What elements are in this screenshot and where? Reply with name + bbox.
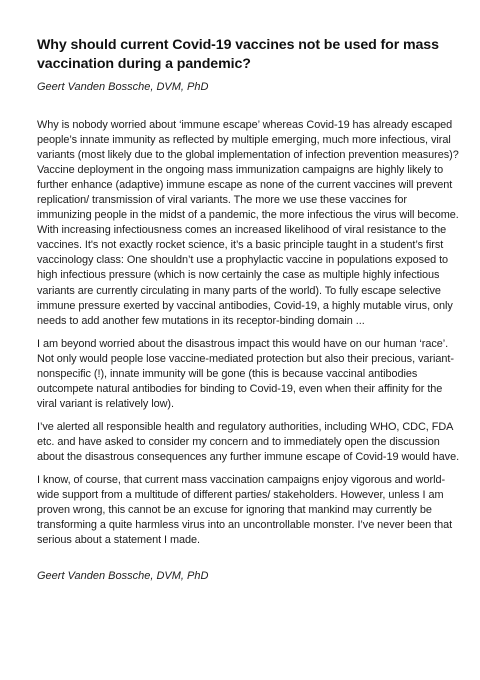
author-signature-bottom: Geert Vanden Bossche, DVM, PhD: [37, 570, 209, 582]
paragraph-immune-escape: Why is nobody worried about ‘immune escape’ whereas Covid-19 has already escaped people’s innate immunity as reflected by multiple emerging, much more infectious, viral variants (most likely due to the global implementation of infection prevention measures)? Vaccine deployment in the ongoing mass immunization campaigns are highly likely to further enhance (adaptive) immune escape as none of the current vaccines will prevent replication/ transmission of viral variants. The more we use these vaccines for immunizing people in the midst of a pandemic, the more infectious the virus will become. With increasing infectiousness comes an increased likelihood of viral resistance to the vaccines. It's not exactly rocket science, it’s a basic principle taught in a student’s first vaccinology class: One shouldn’t use a prophylactic vaccine in populations exposed to high infectious pressure (which is now certainly the case as multiple highly infectious variants are currently circulating in many parts of the world). To fully escape selective immune pressure exerted by vaccinal antibodies, Covid-19, a highly mutable virus, only needs to add another few mutations in its receptor-binding domain ...: [37, 119, 459, 327]
paragraph-human-race-impact: I am beyond worried about the disastrous impact this would have on our human ‘race’. Not only would people lose vaccine-mediated protection but also their precious, variant-nonspecific (!), innate immunity will be gone (this is because vaccinal antibodies outcompete natural antibodies for binding to Covid-19, even when their affinity for the viral variant is relatively low).: [37, 337, 454, 410]
paragraph-authorities-alerted: I’ve alerted all responsible health and regulatory authorities, including WHO, CDC, FDA etc. and have asked to consider my concern and to immediately open the discussion about the disastrous consequences any further immune escape of Covid-19 would have.: [37, 420, 460, 463]
document-body: [37, 118, 463, 556]
document-page: [37, 36, 463, 582]
author-byline-top: Geert Vanden Bossche, DVM, PhD: [37, 81, 209, 93]
paragraph-vaccination-support: I know, of course, that current mass vaccination campaigns enjoy vigorous and world-wide support from a multitude of different parties/ stakeholders. However, unless I am proven wrong, this cannot be an excuse for ignoring that mankind may currently be transforming a quite harmless virus into an uncontrollable monster. I’ve never been that serious about a statement I made.: [37, 474, 453, 547]
document-title: Why should current Covid-19 vaccines not be used for mass vaccination during a pandemic?: [37, 37, 439, 72]
